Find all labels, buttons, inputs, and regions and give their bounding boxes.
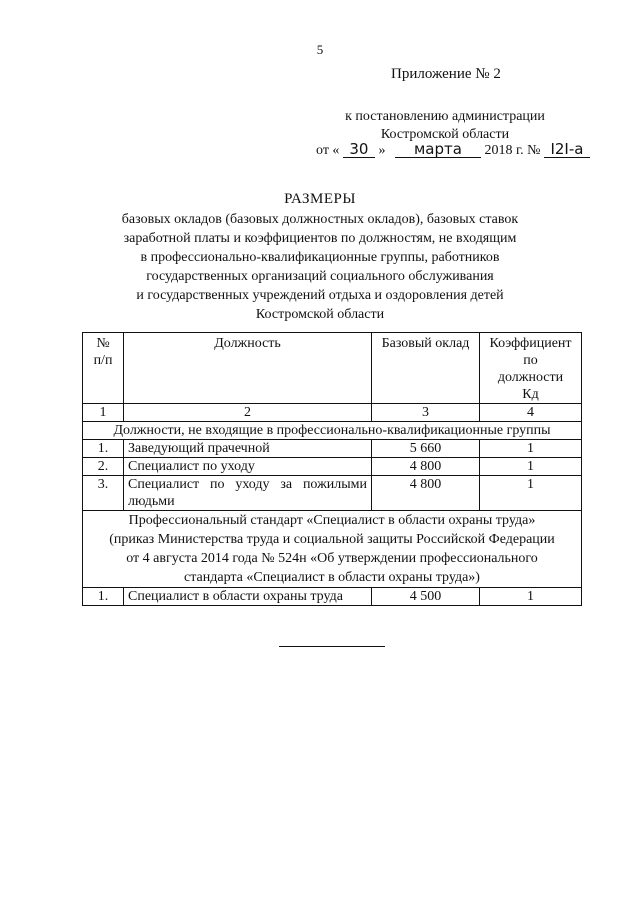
header-coef-line: должности <box>497 370 564 385</box>
resolution-reference <box>300 108 590 144</box>
section-line: от 4 августа 2014 года № 524н «Об утверждении профессионального <box>126 551 538 566</box>
table-row <box>83 458 582 476</box>
table-row <box>83 476 582 511</box>
row-position: Специалист по уходу <box>124 458 372 476</box>
section-title: Должности, не входящие в профессионально-квалификационные группы <box>83 422 582 440</box>
section-title <box>83 511 582 588</box>
table-row <box>83 588 582 606</box>
row-position: Специалист в области охраны труда <box>124 588 372 606</box>
header-salary: Базовый оклад <box>372 333 480 404</box>
header-coef-line: по <box>523 353 538 368</box>
header-coef-line: Кд <box>522 387 539 402</box>
row-position: Специалист по уходу за пожилыми людьми <box>124 476 372 511</box>
date-month: марта <box>395 142 481 158</box>
resolution-number: I2I-а <box>544 142 590 158</box>
resolution-line-1: к постановлению администрации <box>345 109 545 124</box>
date-prefix: от « <box>316 143 340 158</box>
header-num-line: № <box>96 336 110 351</box>
document-title: РАЗМЕРЫ <box>284 191 356 207</box>
col-number: 3 <box>372 404 480 422</box>
row-num: 1. <box>83 440 124 458</box>
row-coef: 1 <box>480 458 582 476</box>
section-line: Профессиональный стандарт «Специалист в области охраны труда» <box>128 513 536 528</box>
section-line: стандарта «Специалист в области охраны труда») <box>184 570 480 585</box>
date-year: 2018 г. № <box>484 143 541 158</box>
table-row <box>83 440 582 458</box>
appendix-title: Приложение № 2 <box>391 66 501 82</box>
section-row <box>83 511 582 588</box>
row-num: 3. <box>83 476 124 511</box>
table-header-row <box>83 333 582 404</box>
salary-table-container <box>82 332 582 606</box>
row-salary: 4 800 <box>372 458 480 476</box>
header-coef <box>480 333 582 404</box>
row-coef: 1 <box>480 588 582 606</box>
document-subtitle <box>100 210 540 324</box>
section-row <box>83 422 582 440</box>
section-line: (приказ Министерства труда и социальной защиты Российской Федерации <box>109 532 555 547</box>
subtitle-line: в профессионально-квалификационные группы, работников <box>140 250 500 265</box>
date-day: 30 <box>343 142 375 158</box>
row-coef: 1 <box>480 440 582 458</box>
date-mid: » <box>378 143 386 158</box>
col-number: 2 <box>124 404 372 422</box>
row-salary: 4 800 <box>372 476 480 511</box>
subtitle-line: и государственных учреждений отдыха и оздоровления детей <box>136 288 504 303</box>
header-coef-line: Коэффициент <box>489 336 572 351</box>
header-num <box>83 333 124 404</box>
subtitle-line: базовых окладов (базовых должностных окладов), базовых ставок <box>121 212 519 227</box>
resolution-date-line <box>316 142 590 159</box>
row-coef: 1 <box>480 476 582 511</box>
row-num: 2. <box>83 458 124 476</box>
header-position: Должность <box>124 333 372 404</box>
resolution-line-2: Костромской области <box>380 127 510 142</box>
row-num: 1. <box>83 588 124 606</box>
header-num-line: п/п <box>93 353 113 368</box>
salary-table <box>82 332 582 606</box>
subtitle-line: заработной платы и коэффициентов по должностям, не входящим <box>123 231 517 246</box>
column-number-row <box>83 404 582 422</box>
end-separator-line <box>279 646 385 647</box>
row-position: Заведующий прачечной <box>124 440 372 458</box>
row-salary: 4 500 <box>372 588 480 606</box>
col-number: 4 <box>480 404 582 422</box>
col-number: 1 <box>83 404 124 422</box>
subtitle-line: Костромской области <box>255 307 385 322</box>
page-number: 5 <box>316 42 324 57</box>
row-salary: 5 660 <box>372 440 480 458</box>
subtitle-line: государственных организаций социального обслуживания <box>146 269 494 284</box>
